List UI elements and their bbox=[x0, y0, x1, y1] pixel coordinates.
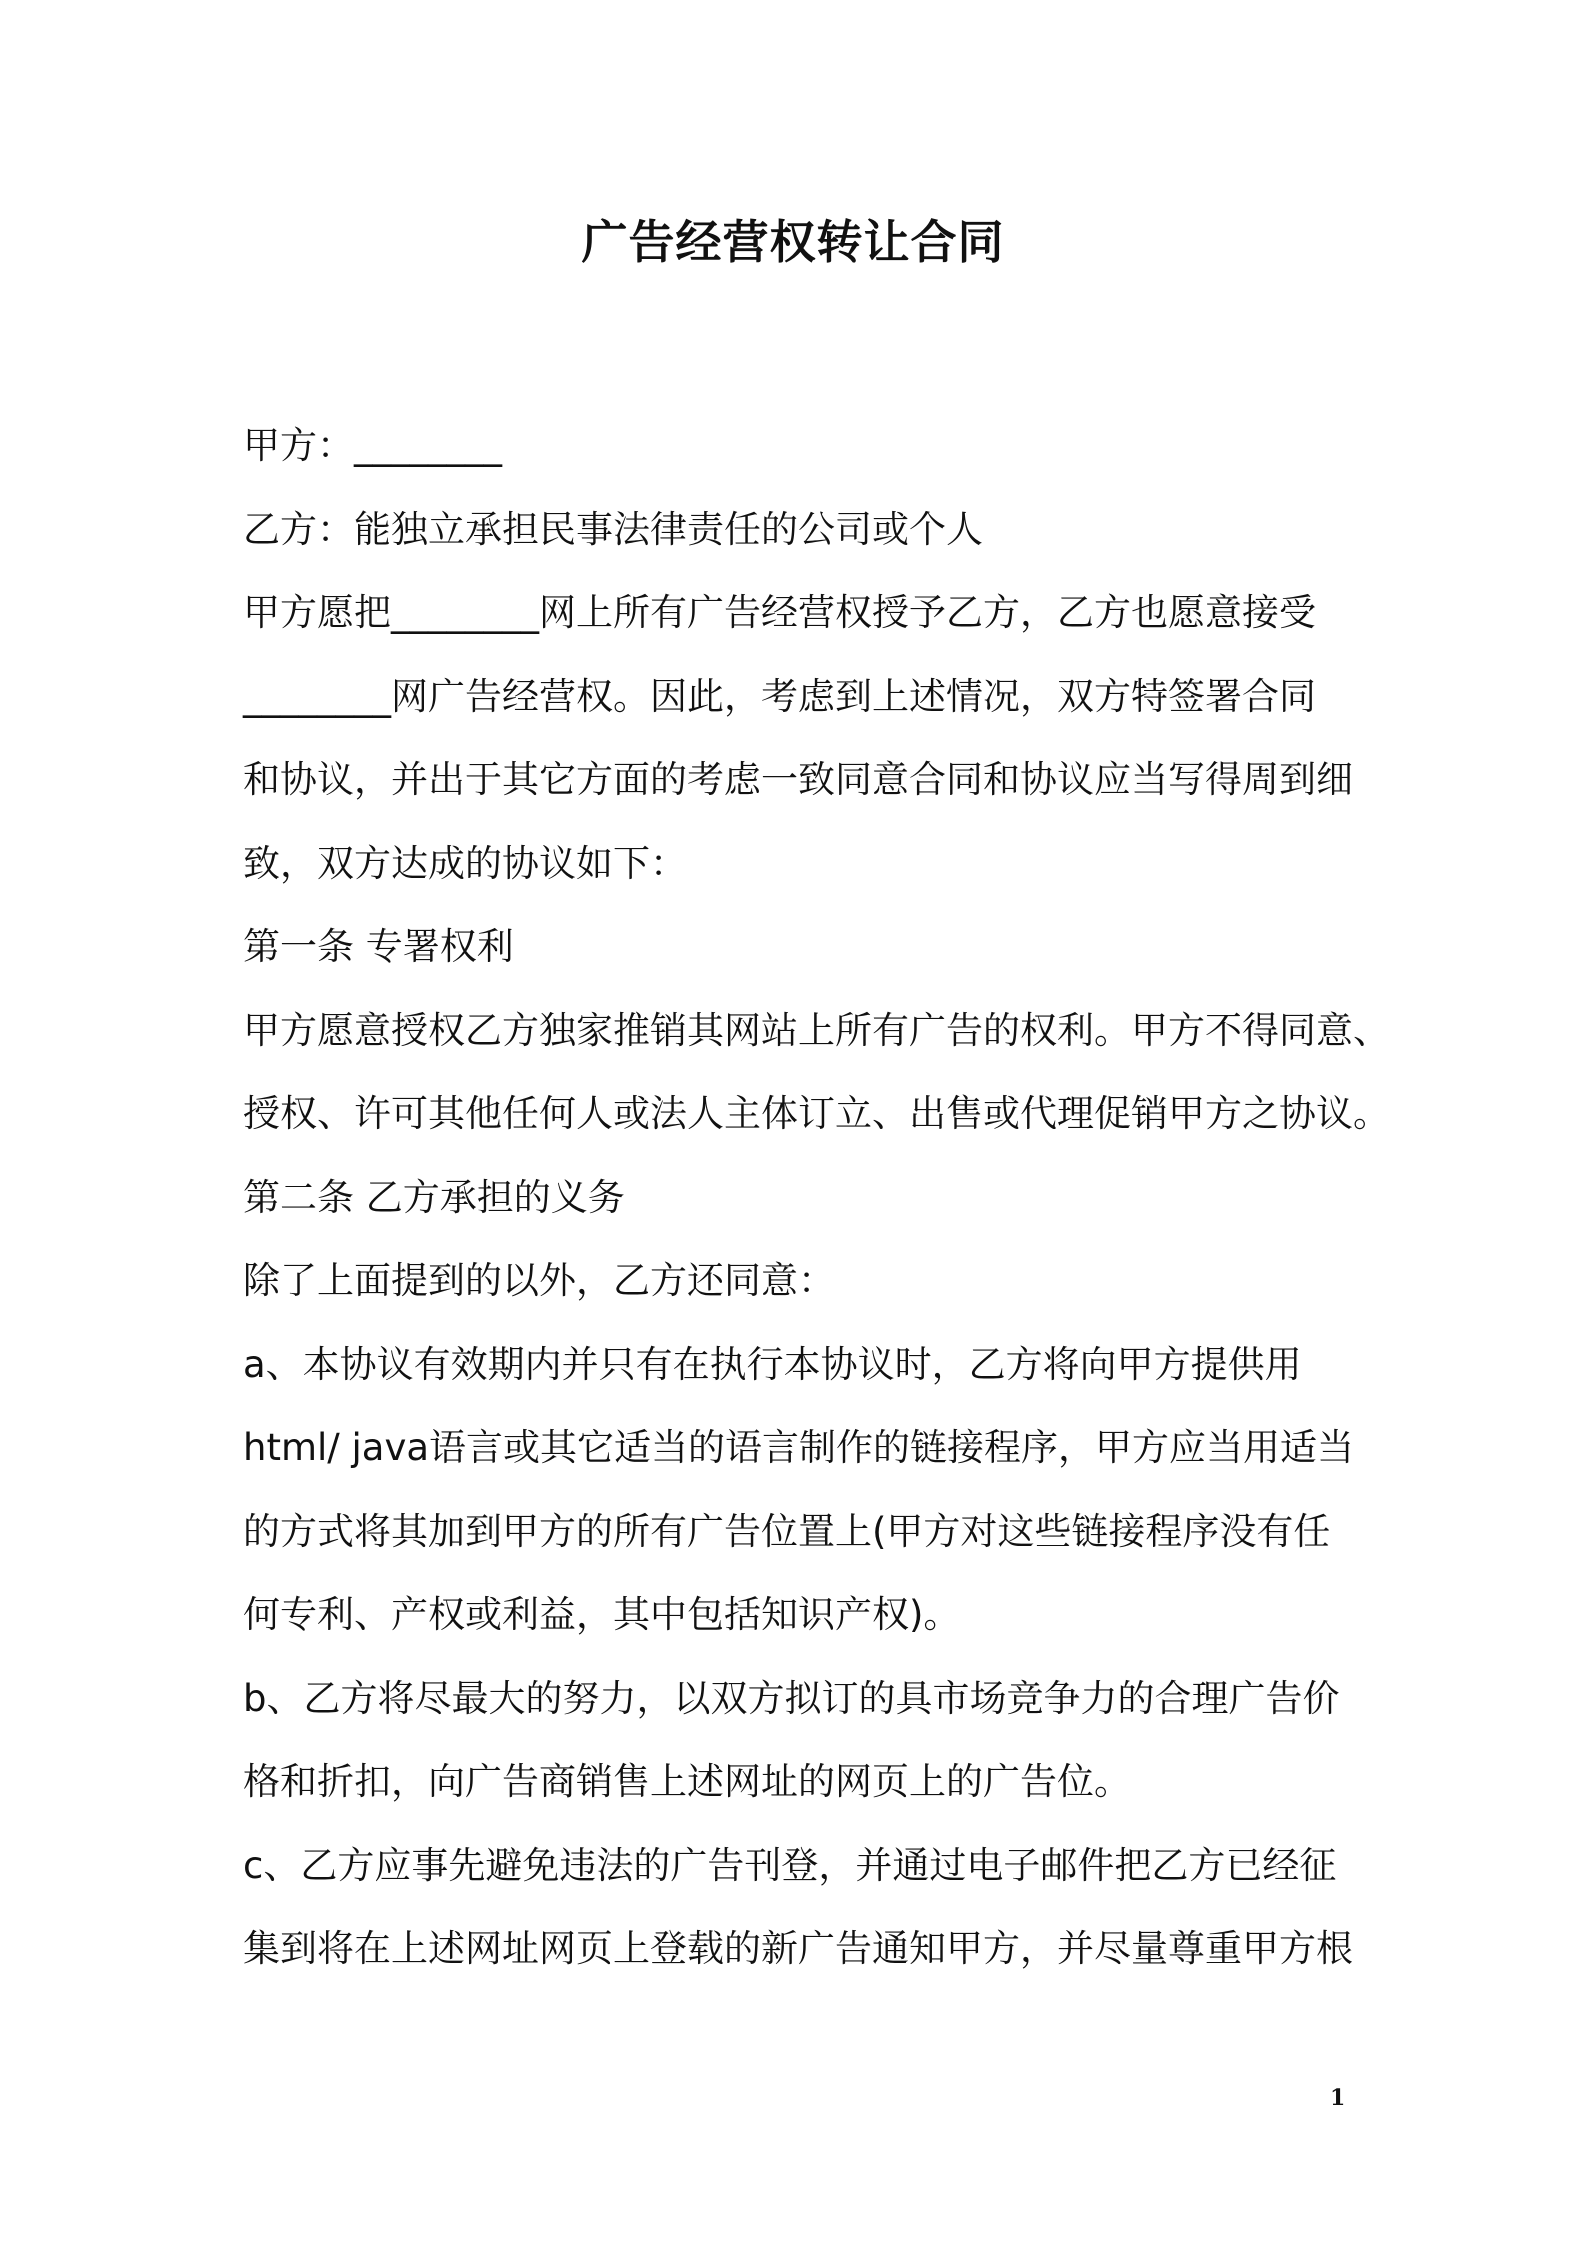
preamble-line-3: 和协议，并出于其它方面的考虑一致同意合同和协议应当写得周到细 bbox=[243, 758, 1353, 801]
preamble-line-4: 致，双方达成的协议如下： bbox=[243, 841, 687, 885]
clause-c-line-1: c、乙方应事先避免违法的广告刊登，并通过电子邮件把乙方已经征 bbox=[243, 1843, 1337, 1887]
article-2-heading: 第二条 乙方承担的义务 bbox=[243, 1175, 625, 1219]
clause-a-line-3: 的方式将其加到甲方的所有广告位置上(甲方对这些链接程序没有任 bbox=[243, 1509, 1331, 1553]
page-number: 1 bbox=[1330, 2085, 1346, 2111]
clause-a-line-4: 何专利、产权或利益，其中包括知识产权)。 bbox=[243, 1593, 961, 1636]
party-b-line: 乙方：能独立承担民事法律责任的公司或个人 bbox=[243, 507, 983, 551]
document-body bbox=[243, 404, 1390, 1991]
party-a-line: 甲方：________ bbox=[243, 424, 502, 467]
clause-c-line-2: 集到将在上述网址网页上登载的新广告通知甲方，并尽量尊重甲方根 bbox=[243, 1927, 1353, 1970]
clause-b-line-2: 格和折扣，向广告商销售上述网址的网页上的广告位。 bbox=[243, 1760, 1131, 1803]
preamble-line-1: 甲方愿把________网上所有广告经营权授予乙方，乙方也愿意接受 bbox=[243, 591, 1316, 634]
article-2-intro: 除了上面提到的以外，乙方还同意： bbox=[243, 1259, 835, 1302]
clause-a-line-1: a、本协议有效期内并只有在执行本协议时，乙方将向甲方提供用 bbox=[243, 1342, 1302, 1386]
article-1-line-1: 甲方愿意授权乙方独家推销其网站上所有广告的权利。甲方不得同意、 bbox=[243, 1008, 1390, 1052]
document-title: 广告经营权转让合同 bbox=[581, 215, 1005, 269]
article-1-heading: 第一条 专署权利 bbox=[243, 925, 514, 968]
preamble-line-2: ________网广告经营权。因此，考虑到上述情况，双方特签署合同 bbox=[243, 674, 1316, 718]
clause-a-line-2: html/ java语言或其它适当的语言制作的链接程序，甲方应当用适当 bbox=[243, 1426, 1355, 1469]
article-1-line-2: 授权、许可其他任何人或法人主体订立、出售或代理促销甲方之协议。 bbox=[243, 1092, 1390, 1135]
clause-b-line-1: b、乙方将尽最大的努力，以双方拟订的具市场竞争力的合理广告价 bbox=[243, 1676, 1340, 1720]
